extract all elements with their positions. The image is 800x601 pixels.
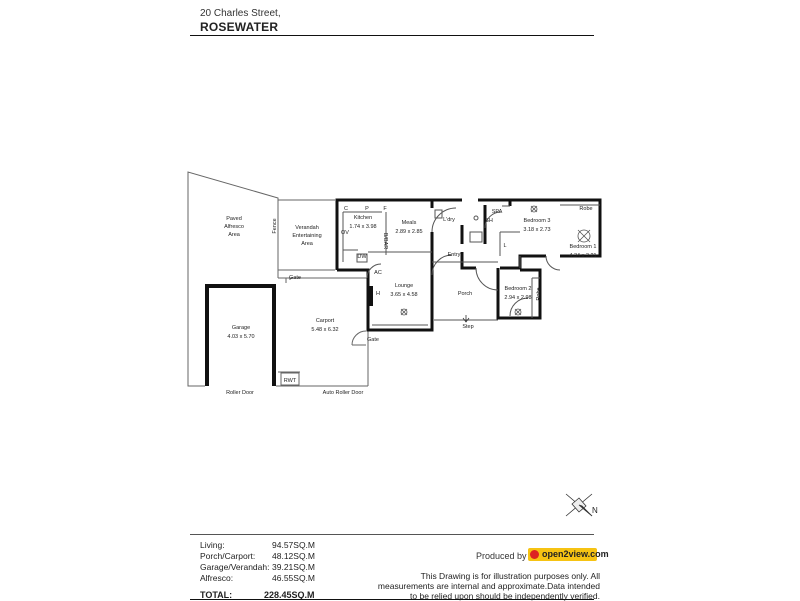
ov-label: OV bbox=[341, 230, 349, 236]
ac-label: AC bbox=[374, 270, 382, 276]
total-value: 228.45SQ.M bbox=[264, 590, 315, 600]
paved-alfresco-l2: Alfresco bbox=[224, 224, 244, 230]
logo-text: open2view.com bbox=[542, 549, 609, 559]
bedroom2-name: Bedroom 2 bbox=[504, 286, 532, 292]
step-label: Step bbox=[462, 324, 474, 330]
kitchen-dims: 1.74 x 3.98 bbox=[349, 224, 377, 230]
roller-door-label: Roller Door bbox=[226, 390, 254, 396]
auto-roller-door-label: Auto Roller Door bbox=[322, 390, 364, 396]
area-value: 48.12SQ.M bbox=[272, 551, 315, 561]
total-label: TOTAL: bbox=[200, 590, 233, 600]
porch-label: Porch bbox=[457, 291, 473, 297]
robe-side-label: Robe bbox=[536, 287, 542, 301]
dw-label: DW bbox=[357, 254, 367, 260]
bedroom2-dims: 2.94 x 2.98 bbox=[504, 295, 532, 301]
address-street: 20 Charles Street, bbox=[200, 8, 281, 19]
area-summary bbox=[200, 540, 320, 584]
carport-name: Carport bbox=[315, 318, 335, 324]
bedroom1-name: Bedroom 1 bbox=[569, 244, 597, 250]
rwt-label: RWT bbox=[283, 378, 297, 384]
area-value: 94.57SQ.M bbox=[272, 540, 315, 550]
bedroom3-dims: 3.18 x 2.73 bbox=[523, 227, 551, 233]
fixture-p-label: P bbox=[365, 206, 369, 212]
fixture-sh-label: SH bbox=[485, 218, 493, 224]
area-row-porch-carport bbox=[200, 551, 320, 562]
lounge-name: Lounge bbox=[394, 283, 414, 289]
area-row-garage-verandah bbox=[200, 562, 320, 573]
kitchen-name: Kitchen bbox=[353, 215, 373, 221]
disclaimer-text: This Drawing is for illustration purposes only. All measurements are internal and approximate.Data intended to be relied upon should be independently verified. bbox=[377, 571, 600, 601]
verandah-l2: Entertaining bbox=[292, 233, 322, 239]
area-name: Porch/Carport: bbox=[200, 551, 256, 561]
verandah-l1: Verandah bbox=[295, 225, 319, 231]
open2view-logo bbox=[528, 548, 609, 561]
fixture-c-label: C bbox=[344, 206, 348, 212]
footer-rule bbox=[190, 534, 594, 535]
entry-label: Entry bbox=[447, 252, 461, 258]
area-row-alfresco bbox=[200, 573, 320, 584]
verandah-l3: Area bbox=[301, 241, 313, 247]
interior-lines bbox=[343, 205, 600, 325]
area-value: 39.21SQ.M bbox=[272, 562, 315, 572]
heater-block bbox=[369, 286, 373, 306]
bedroom1-dims: 4.34 x 3.21 bbox=[569, 253, 597, 259]
step-arrow bbox=[463, 315, 469, 322]
ldry-label: L'dry bbox=[443, 217, 455, 223]
alfresco-outline bbox=[188, 172, 278, 386]
area-value: 46.55SQ.M bbox=[272, 573, 315, 583]
bedroom3-name: Bedroom 3 bbox=[523, 218, 551, 224]
area-row-living bbox=[200, 540, 320, 551]
paved-alfresco-l3: Area bbox=[228, 232, 240, 238]
bbar-label: B/BAR bbox=[382, 232, 388, 250]
room-labels bbox=[224, 206, 597, 396]
spa-label: SPA bbox=[491, 209, 503, 215]
compass-icon bbox=[566, 494, 592, 516]
produced-by-label: Produced by bbox=[476, 551, 527, 561]
paved-alfresco-l1: Paved bbox=[226, 216, 242, 222]
logo-mark-icon bbox=[530, 550, 539, 559]
robe-top-label: Robe bbox=[579, 206, 593, 212]
fixture-l-label: L bbox=[503, 243, 507, 249]
lounge-dims: 3.65 x 4.58 bbox=[390, 292, 418, 298]
fixture-f-label: F bbox=[383, 206, 387, 212]
h-label: H bbox=[376, 291, 380, 297]
meals-dims: 2.89 x 2.85 bbox=[395, 229, 423, 235]
gate-bottom-label: Gate bbox=[367, 337, 379, 343]
fence-label: Fence bbox=[272, 218, 278, 234]
meals-name: Meals bbox=[401, 220, 417, 226]
carport-dims: 5.48 x 6.32 bbox=[311, 327, 339, 333]
area-name: Garage/Verandah: bbox=[200, 562, 270, 572]
garage-dims: 4.03 x 5.70 bbox=[227, 334, 255, 340]
compass-north-label: N bbox=[592, 506, 598, 515]
fan-marks bbox=[401, 206, 593, 315]
gate-top-label: Gate bbox=[289, 275, 301, 281]
garage-name: Garage bbox=[231, 325, 251, 331]
address-suburb: ROSEWATER bbox=[200, 20, 279, 34]
area-name: Living: bbox=[200, 540, 225, 550]
area-name: Alfresco: bbox=[200, 573, 234, 583]
